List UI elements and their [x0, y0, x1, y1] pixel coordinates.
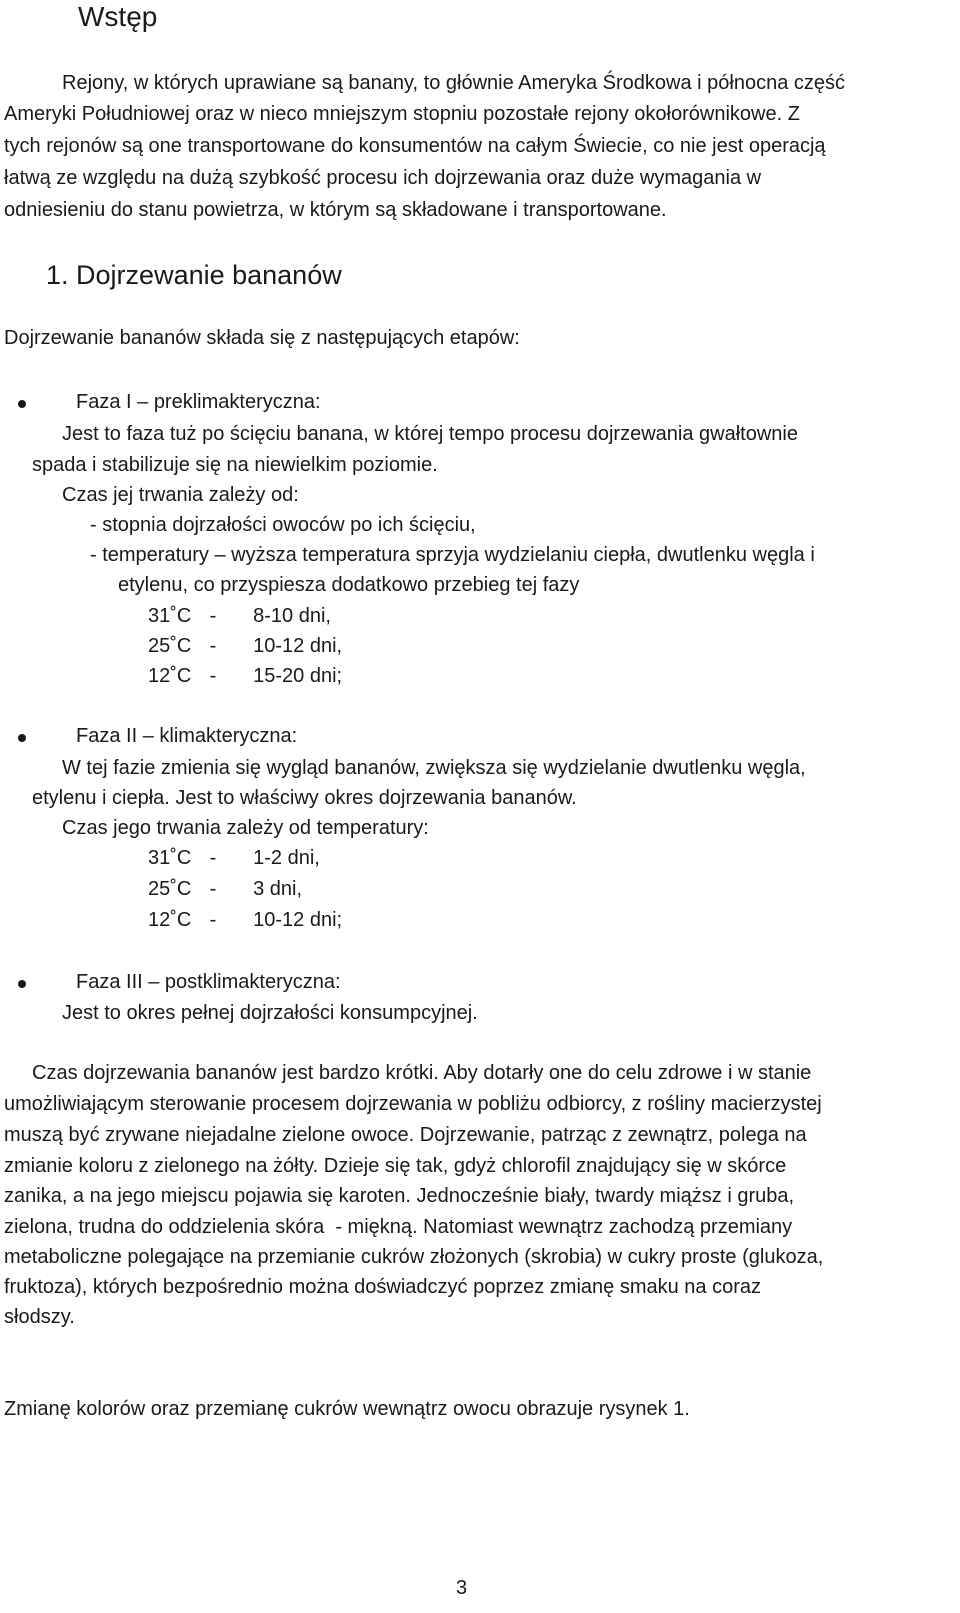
temp-row — [148, 843, 320, 874]
intro-line: tych rejonów są one transportowane do konsumentów na całym Świecie, co nie jest operacją — [4, 135, 826, 157]
phase-1-duration-label: Czas jej trwania zależy od: — [62, 484, 299, 506]
temp-days: 1-2 dni, — [253, 847, 320, 869]
phase-2-duration-label: Czas jego trwania zależy od temperatury: — [62, 817, 429, 839]
intro-line: łatwą ze względu na dużą szybkość procesu ich dojrzewania oraz duże wymagania w — [4, 167, 762, 189]
summary-line: umożliwiającym sterowanie procesem dojrzewania w pobliżu odbiorcy, z rośliny macierzystej — [4, 1093, 822, 1115]
summary-line: zanika, a na jego miejscu pojawia się karoten. Jednocześnie biały, twardy miąższ i gruba, — [4, 1185, 795, 1207]
temp-row — [148, 905, 342, 936]
stages-intro: Dojrzewanie bananów składa się z następujących etapów: — [4, 327, 520, 349]
temp-value: 25˚C — [148, 635, 192, 657]
phase-1-title: Faza I – preklimakteryczna: — [76, 391, 321, 413]
temp-value: 12˚C — [148, 665, 192, 687]
phase-1-desc: Jest to faza tuż po ścięciu banana, w której tempo procesu dojrzewania gwałtownie — [62, 423, 798, 445]
temp-sep: - — [209, 635, 217, 657]
temp-row — [148, 631, 342, 662]
bullet-icon — [18, 734, 26, 742]
figure-reference: Zmianę kolorów oraz przemianę cukrów wewnątrz owocu obrazuje rysynek 1. — [4, 1398, 690, 1420]
phase-1-desc: spada i stabilizuje się na niewielkim poziomie. — [32, 454, 438, 476]
temp-days: 10-12 dni; — [253, 909, 343, 931]
temp-row — [148, 661, 342, 692]
page-heading: Wstęp — [78, 1, 158, 32]
bullet-icon — [18, 400, 26, 408]
summary-line: zielona, trudna do oddzielenia skóra - miękną. Natomiast wewnątrz zachodzą przemiany — [4, 1216, 793, 1238]
bullet-icon — [18, 980, 26, 988]
summary-line: metaboliczne polegające na przemianie cukrów złożonych (skrobia) w cukry proste (glukoza, — [4, 1246, 824, 1268]
intro-line: Rejony, w których uprawiane są banany, to głównie Ameryka Środkowa i północna część — [62, 72, 845, 94]
temp-sep: - — [209, 909, 217, 931]
temp-row — [148, 601, 331, 632]
summary-line: zmianie koloru z zielonego na żółty. Dzieje się tak, gdyż chlorofil znajdujący się w skórce — [4, 1155, 787, 1177]
page-number: 3 — [456, 1577, 468, 1599]
phase-1-factor: etylenu, co przyspiesza dodatkowo przebieg tej fazy — [118, 574, 580, 596]
phase-2-desc: W tej fazie zmienia się wygląd bananów, zwiększa się wydzielanie dwutlenku węgla, — [62, 757, 806, 779]
section-title: Dojrzewanie bananów — [76, 260, 342, 290]
phase-1-factor: - stopnia dojrzałości owoców po ich ścięciu, — [90, 514, 476, 536]
temp-days: 8-10 dni, — [253, 605, 331, 627]
intro-line: odniesieniu do stanu powietrza, w którym są składowane i transportowane. — [4, 199, 667, 221]
temp-days: 10-12 dni, — [253, 635, 343, 657]
phase-3-desc: Jest to okres pełnej dojrzałości konsumpcyjnej. — [62, 1002, 478, 1024]
summary-line: muszą być zrywane niejadalne zielone owoce. Dojrzewanie, patrząc z zewnątrz, polega na — [4, 1124, 807, 1146]
temp-days: 3 dni, — [253, 878, 303, 900]
temp-value: 31˚C — [148, 847, 192, 869]
phase-2-title: Faza II – klimakteryczna: — [76, 725, 298, 747]
section-number: 1. — [46, 260, 69, 290]
summary-line: Czas dojrzewania bananów jest bardzo krótki. Aby dotarły one do celu zdrowe i w stanie — [32, 1062, 812, 1084]
phase-1-factor: - temperatury – wyższa temperatura sprzyja wydzielaniu ciepła, dwutlenku węgla i — [90, 544, 815, 566]
temp-sep: - — [209, 878, 217, 900]
temp-value: 25˚C — [148, 878, 192, 900]
section-heading — [46, 258, 342, 292]
temp-sep: - — [209, 605, 217, 627]
temp-value: 31˚C — [148, 605, 192, 627]
temp-value: 12˚C — [148, 909, 192, 931]
temp-row — [148, 874, 302, 905]
temp-days: 15-20 dni; — [253, 665, 343, 687]
summary-line: słodszy. — [4, 1306, 75, 1328]
intro-line: Ameryki Południowej oraz w nieco mniejszym stopniu pozostałe rejony okołorównikowe. Z — [4, 103, 800, 125]
summary-line: fruktoza), których bezpośrednio można doświadczyć poprzez zmianę smaku na coraz — [4, 1276, 762, 1298]
phase-3-title: Faza III – postklimakteryczna: — [76, 971, 341, 993]
temp-sep: - — [209, 665, 217, 687]
temp-sep: - — [209, 847, 217, 869]
phase-2-desc: etylenu i ciepła. Jest to właściwy okres dojrzewania bananów. — [32, 787, 577, 809]
